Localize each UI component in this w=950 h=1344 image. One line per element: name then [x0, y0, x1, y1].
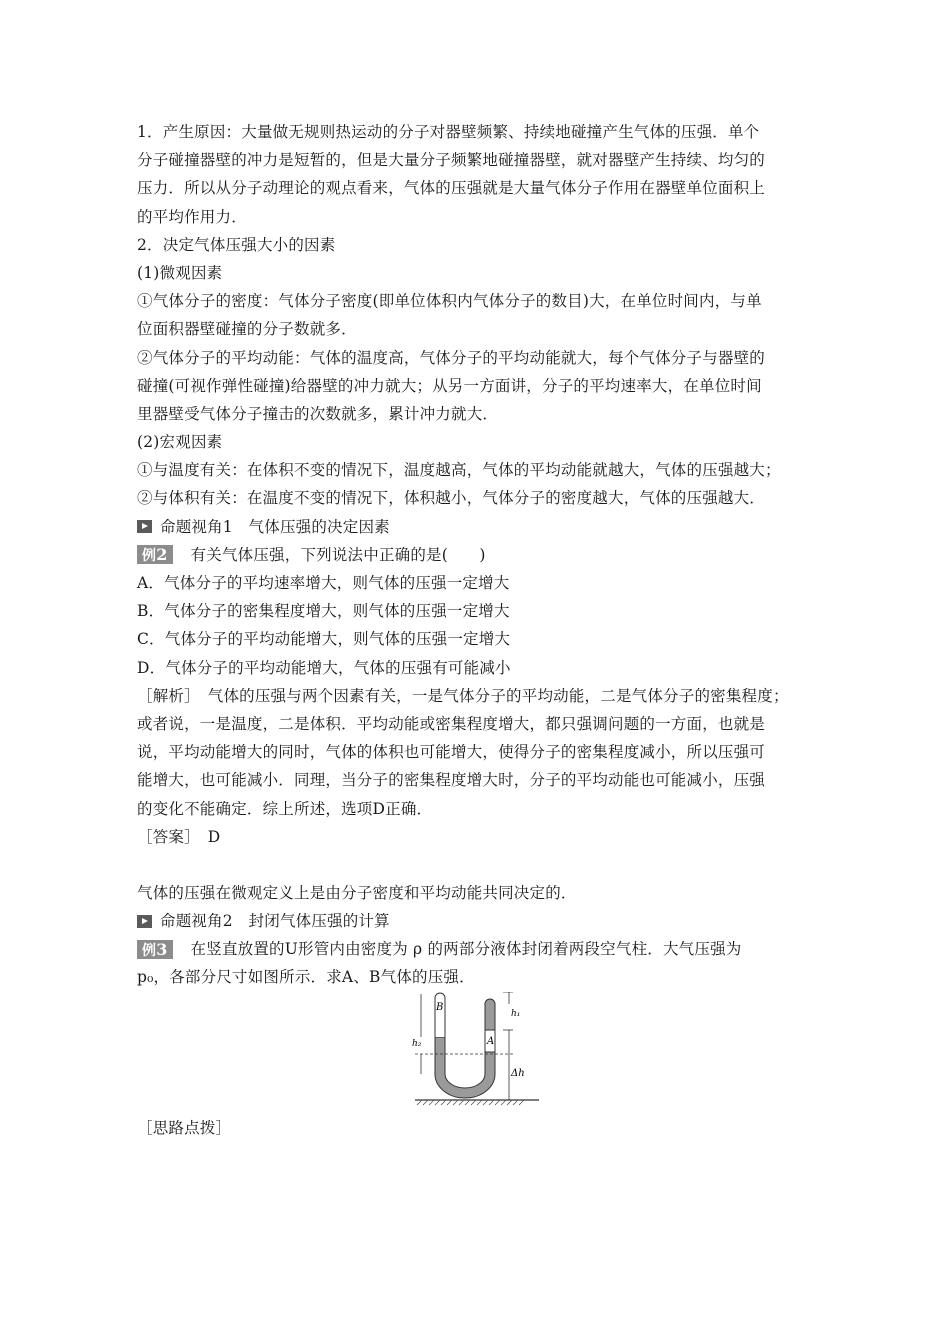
- paragraph-line: ②气体分子的平均动能：气体的温度高，气体分子的平均动能就大，每个气体分子与器壁的: [137, 348, 766, 367]
- section-heading-2: [137, 907, 827, 935]
- document-page: [137, 118, 827, 1142]
- analysis-line: 的变化不能确定．综上所述，选项D正确．: [137, 799, 433, 818]
- paragraph-line: ①与温度有关：在体积不变的情况下，温度越高，气体的平均动能就越大，气体的压强越大；: [137, 461, 781, 480]
- label-h2: h₂: [412, 1038, 422, 1049]
- paragraph-line: 里器壁受气体分子撞击的次数就多，累计冲力就大．: [137, 404, 499, 423]
- question-text: 有关气体压强，下列说法中正确的是( ): [190, 545, 486, 564]
- analysis-line: 说，平均动能增大的同时，气体的体积也可能增大，使得分子的密集程度减小，所以压强可: [137, 743, 766, 762]
- question-text-cont: p₀，各部分尺寸如图所示．求A、B气体的压强．: [137, 968, 475, 987]
- example-badge: 例2: [137, 545, 173, 564]
- answer-line: ［答案］ D: [137, 827, 221, 846]
- label-b: B: [436, 1001, 444, 1013]
- paragraph-line: 碰撞(可视作弹性碰撞)给器壁的冲力就大；从另一方面讲，分子的平均速率大，在单位时间: [137, 376, 762, 395]
- option-c: C．气体分子的平均动能增大，则气体的压强一定增大: [137, 630, 511, 649]
- option-d: D．气体分子的平均动能增大，气体的压强有可能减小: [137, 658, 511, 677]
- paragraph-line: ①气体分子的密度：气体分子密度(即单位体积内气体分子的数目)大，在单位时间内，与单: [137, 292, 762, 311]
- analysis-line: 或者说，一是温度，二是体积．平均动能或密集程度增大，都只强调问题的一方面，也就是: [137, 714, 766, 733]
- analysis-line: 能增大，也可能减小．同理，当分子的密集程度增大时，分子的平均动能也可能减小，压强: [137, 771, 766, 790]
- subheading-micro: (1)微观因素: [137, 263, 223, 282]
- u-tube-diagram: [407, 992, 547, 1110]
- paragraph-line: ②与体积有关：在温度不变的情况下，体积越小，气体分子的密度越大，气体的压强越大．: [137, 489, 766, 508]
- example-3-question: [137, 935, 827, 963]
- option-a: A．气体分子的平均速率增大，则气体的压强一定增大: [137, 574, 510, 592]
- section-heading-1: [137, 513, 827, 541]
- example-2-question: [137, 541, 827, 569]
- subheading-macro: (2)宏观因素: [137, 433, 223, 452]
- question-text: 在竖直放置的U形管内由密度为 ρ 的两部分液体封闭着两段空气柱．大气压强为: [190, 940, 742, 959]
- section-title: 命题视角1 气体压强的决定因素: [160, 517, 390, 536]
- example-badge: 例3: [137, 940, 173, 959]
- play-triangle-icon: [137, 520, 152, 533]
- paragraph-line: 分子碰撞器壁的冲力是短暂的，但是大量分子频繁地碰撞器壁，就对器壁产生持续、均匀的: [137, 151, 766, 170]
- u-tube-figure: [137, 992, 827, 1114]
- label-a: A: [487, 1035, 495, 1047]
- analysis-line: ［解析］ 气体的压强与两个因素有关，一是气体分子的平均动能，二是气体分子的密集程度；: [137, 686, 789, 705]
- paragraph-line: 1．产生原因：大量做无规则热运动的分子对器壁频繁、持续地碰撞产生气体的压强．单个: [137, 123, 760, 141]
- option-b: B．气体分子的密集程度增大，则气体的压强一定增大: [137, 602, 510, 621]
- hint-line: ［思路点拨］: [137, 1118, 232, 1137]
- paragraph-line: 2．决定气体压强大小的因素: [137, 235, 336, 254]
- play-triangle-icon: [137, 915, 152, 928]
- label-delta-h: Δh: [511, 1067, 525, 1079]
- paragraph-line: 压力．所以从分子动理论的观点看来，气体的压强就是大量气体分子作用在器壁单位面积上: [137, 179, 766, 198]
- paragraph-line: 位面积器壁碰撞的分子数就多．: [137, 320, 357, 339]
- paragraph-line: 的平均作用力．: [137, 207, 247, 226]
- section-title: 命题视角2 封闭气体压强的计算: [160, 912, 390, 931]
- label-h1: h₁: [511, 1008, 521, 1019]
- note-line: 气体的压强在微观定义上是由分子密度和平均动能共同决定的．: [137, 883, 577, 902]
